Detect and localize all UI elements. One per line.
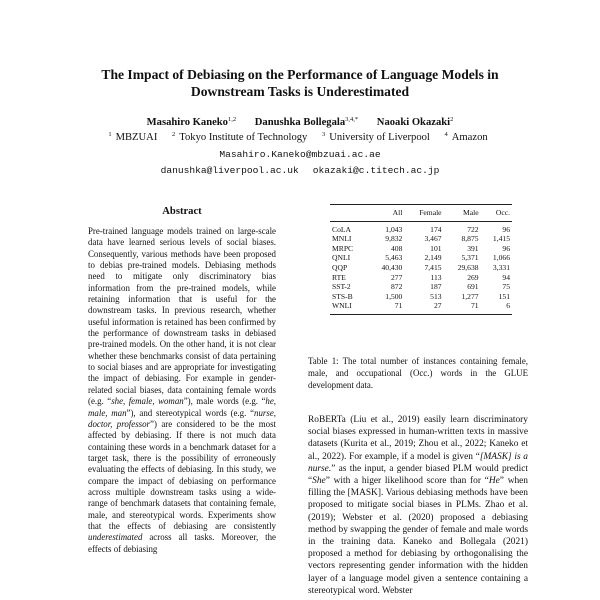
- intro-text-segment: ” as the input, a gender biased PLM would predict “: [308, 463, 528, 487]
- author-affil-mark: 3,4,*: [345, 116, 359, 123]
- intro-text-segment: RoBERTa (Liu et al., 2019) easily learn discriminatory social biases expressed in human-written texts in massive datasets (Kurita et al., 2019; Zhou et al., 2022; Kaneko et al., 2022). For example, if a model is given “: [308, 415, 528, 462]
- affiliation-4: [445, 132, 492, 143]
- author-affil-mark: 1,2: [227, 116, 237, 123]
- he-example: He: [488, 476, 500, 487]
- email-block: [60, 147, 540, 178]
- affil-num: 1: [108, 131, 112, 138]
- title-line-1: The Impact of Debiasing on the Performance of Language Models in: [101, 67, 499, 82]
- table-cell: 40,430: [381, 262, 403, 272]
- table-cell: QQP: [332, 262, 348, 272]
- affil-name: Amazon: [451, 132, 488, 143]
- abstract-text: [88, 226, 276, 600]
- abstract-text-segment: ”), male words (e.g. “: [183, 396, 266, 407]
- table-cell: SST-2: [332, 282, 351, 292]
- header-cell: [330, 205, 367, 222]
- table-cell: 408: [390, 243, 403, 253]
- email-bollegala[interactable]: danushka@liverpool.ac.uk: [160, 164, 299, 176]
- table-cell: 101: [430, 243, 442, 253]
- table-cell: 151: [498, 291, 510, 301]
- table-cell: STS-B: [332, 291, 353, 301]
- table-row: [330, 273, 512, 283]
- intro-text-segment: ” with a higer likelihood score than for “: [325, 476, 489, 487]
- author-name: Danushka Bollegala: [254, 117, 346, 128]
- counts-table: [330, 204, 512, 315]
- table-cell: 96: [502, 243, 510, 253]
- table-cell: 8,875: [461, 234, 479, 244]
- affil-num: 4: [444, 131, 448, 138]
- affil-name: MBZUAI: [115, 132, 158, 143]
- table-cell: 3,467: [424, 234, 442, 244]
- counts-table-wrapper: [330, 204, 512, 315]
- intro-text: [308, 414, 528, 600]
- affil-num: 3: [322, 131, 326, 138]
- table-row: [330, 301, 512, 314]
- abstract-text-segment: ”), and stereotypical words (e.g. “: [126, 407, 255, 418]
- table-row: [330, 292, 512, 302]
- male-words-example: he, male, man: [88, 396, 276, 418]
- table-cell: 391: [467, 243, 479, 253]
- abstract-text-segment: across all tasks. Moreover, the effects of debiasing: [88, 532, 276, 554]
- table-header-row: [330, 205, 512, 222]
- table-cell: WNLI: [332, 301, 352, 311]
- email-kaneko[interactable]: Masahiro.Kaneko@mbzuai.ac.ae: [219, 149, 381, 160]
- table-cell: 29,638: [457, 262, 479, 272]
- header-cell: Occ.: [495, 208, 510, 217]
- table-cell: 96: [502, 224, 510, 234]
- affiliation-list: [60, 131, 540, 144]
- header-cell: Female: [419, 208, 442, 217]
- table-row: [330, 253, 512, 263]
- title-line-2: Downstream Tasks is Underestimated: [190, 84, 410, 99]
- email-okazaki[interactable]: okazaki@c.titech.ac.jp: [312, 164, 440, 176]
- author-affil-mark: 2: [450, 116, 454, 123]
- abstract-heading: Abstract: [162, 206, 202, 217]
- table-cell: 513: [430, 291, 442, 301]
- table-cell: 872: [390, 282, 403, 292]
- table-cell: 269: [467, 272, 479, 282]
- author-name: Naoaki Okazaki: [376, 117, 451, 128]
- table-cell: 27: [433, 301, 442, 311]
- author-3: [377, 117, 454, 128]
- affiliation-2: [172, 132, 311, 143]
- affiliation-3: [322, 132, 434, 143]
- author-1: [147, 117, 236, 128]
- table-cell: 1,277: [461, 291, 479, 301]
- table-cell: CoLA: [332, 224, 351, 234]
- table-row: [330, 282, 512, 292]
- table-cell: 1,415: [492, 234, 510, 244]
- table-cell: 277: [390, 272, 403, 282]
- table-cell: 6: [506, 301, 510, 311]
- author-name: Masahiro Kaneko: [146, 117, 228, 128]
- table-row: [330, 221, 512, 234]
- table-cell: MRPC: [332, 243, 354, 253]
- table-cell: 1,066: [492, 253, 510, 263]
- table-caption: Table 1: The total number of instances containing female, male, and occupational (Occ.) words in the GLUE development data.: [308, 356, 528, 390]
- table-cell: 1,043: [385, 224, 403, 234]
- table-row: [330, 234, 512, 244]
- paper-title: [60, 66, 540, 100]
- author-list: [60, 116, 540, 129]
- stereotype-words-example: nurse, doctor, professor: [88, 407, 276, 429]
- table-cell: QNLI: [332, 253, 351, 263]
- table-cell: 5,371: [461, 253, 479, 263]
- abstract-text-segment: Pre-trained language models trained on large-scale data have learned serious levels of social biases. Consequently, various methods have been proposed to debias pre-trained models. Debiasing methods need to mitigate only discriminatory bias information from the pre-trained models, while retaining information that is useful for the downstream tasks. In previous research, whether useful information is retained has been confirmed by the performance of downstream tasks in debiased pre-trained models. On the other hand, it is not clear whether these benchmarks consist of data pertaining to social biases and are appropriate for investigating the impact of debiasing. For example in gender-related social biases, data containing female words (e.g. “: [88, 226, 276, 407]
- affiliation-1: [108, 132, 161, 143]
- table-cell: 71: [470, 301, 479, 311]
- table-cell: 691: [467, 282, 479, 292]
- table-cell: 5,463: [385, 253, 403, 263]
- table-cell: 187: [430, 282, 442, 292]
- table-cell: 2,149: [424, 253, 442, 263]
- abstract-text-segment: ”) are considered to be the most affected by debiasing. If there is not much data containing these words in a benchmark dataset for a target task, there is the possibility of erroneously evaluating the effects of debiasing. In this study, we compare the impact of debiasing on performance across multiple downstream tasks using a wide-range of benchmark datasets that containing female, male, and stereotypical words. Experiments show that the effects of debiasing are consistently: [88, 418, 276, 531]
- table-row: [330, 244, 512, 254]
- intro-text-segment: ” when filling the [MASK]. Various debiasing methods have been proposed to mitigate social biases in PLMs. Zhao et al. (2019); Webster et al. (2020) proposed a debiasing method by swapping the gender of female and male words in the training data. Kaneko and Bollegala (2021) proposed a method for debiasing by orthogonalising the vectors representing gender information with the hidden layer of a language model given a sentence containing a stereotypical word. Webster: [308, 476, 528, 596]
- table-cell: 9,832: [385, 234, 403, 244]
- header-cell: All: [392, 208, 403, 217]
- mask-example: [MASK] is a nurse.: [308, 451, 528, 474]
- emphasis-underestimated: underestimated: [88, 532, 143, 543]
- header-cell: Male: [462, 208, 479, 217]
- she-example: She: [312, 476, 326, 487]
- table-cell: 722: [467, 224, 479, 234]
- author-2: [255, 117, 358, 128]
- table-cell: 75: [502, 282, 510, 292]
- affil-name: Tokyo Institute of Technology: [179, 132, 308, 143]
- table-cell: 3,331: [492, 262, 510, 272]
- table-row: [330, 263, 512, 273]
- table-cell: 1,500: [385, 291, 403, 301]
- affil-name: University of Liverpool: [329, 132, 430, 143]
- table-cell: 174: [430, 224, 442, 234]
- table-cell: 7,415: [424, 262, 442, 272]
- table-cell: 94: [502, 272, 510, 282]
- female-words-example: she, female, woman: [111, 396, 184, 407]
- affil-num: 2: [172, 131, 176, 138]
- table-cell: 113: [430, 272, 442, 282]
- table-cell: RTE: [332, 272, 346, 282]
- table-cell: 71: [394, 301, 403, 311]
- table-cell: MNLI: [332, 234, 352, 244]
